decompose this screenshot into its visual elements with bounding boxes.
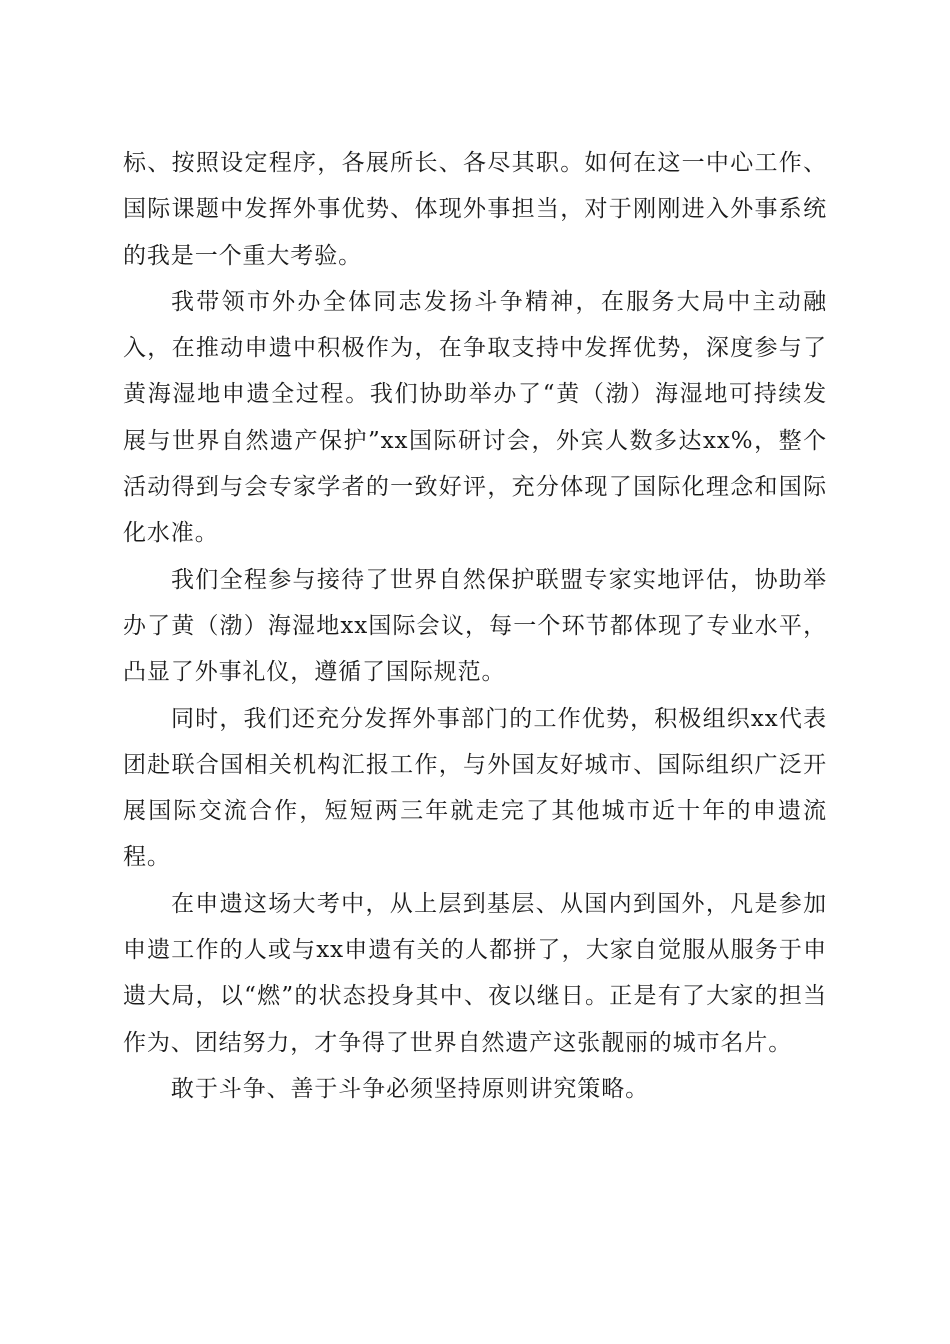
paragraph-iucn-evaluation: 我们全程参与接待了世界自然保护联盟专家实地评估，协助举办了黄（渤）海湿地xx国际会议，每一个环节都体现了专业水平，凸显了外事礼仪，遵循了国际规范。 [123,566,827,686]
paragraph-foreign-affairs-advantage: 同时，我们还充分发挥外事部门的工作优势，积极组织xx代表团赴联合国相关机构汇报工作，与外国友好城市、国际组织广泛开展国际交流合作，短短两三年就走完了其他城市近十年的申遗流程。 [123,705,827,871]
paragraph-principle-strategy: 敢于斗争、善于斗争必须坚持原则讲究策略。 [171,1075,649,1102]
paragraph-wetland-application: 我带领市外办全体同志发扬斗争精神，在服务大局中主动融入，在推动申遗中积极作为，在争取支持中发挥优势，深度参与了黄海湿地申遗全过程。我们协助举办了“黄（渤）海湿地可持续发展与世界自然遗产保护”xx国际研讨会，外宾人数多达xx%，整个活动得到与会专家学者的一致好评，充分体现了国际化理念和国际化水准。 [123,288,827,547]
paragraph-continuation: 标、按照设定程序，各展所长、各尽其职。如何在这一中心工作、国际课题中发挥外事优势、体现外事担当，对于刚刚进入外事系统的我是一个重大考验。 [123,150,827,269]
paragraph-application-exam: 在申遗这场大考中，从上层到基层、从国内到国外，凡是参加申遗工作的人或与xx申遗有关的人都拼了，大家自觉服从服务于申遗大局，以“燃”的状态投身其中、夜以继日。正是有了大家的担当作为、团结努力，才争得了世界自然遗产这张靓丽的城市名片。 [123,890,827,1056]
document-body [123,140,827,1112]
